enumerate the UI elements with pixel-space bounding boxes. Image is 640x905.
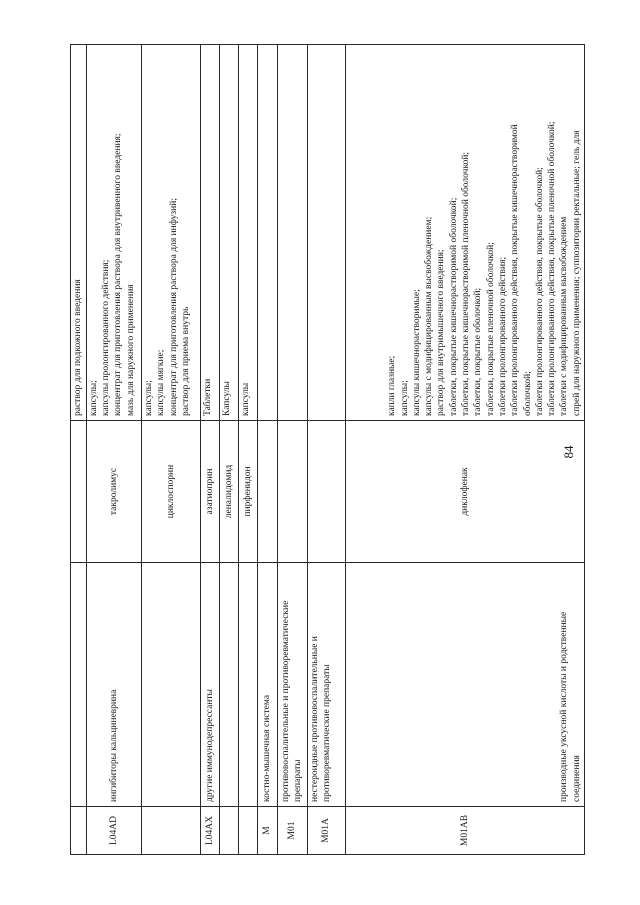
atc-code-cell: M01AB: [345, 807, 584, 855]
dosage-form-line: капсулы пролонгированного действия;: [101, 259, 111, 416]
inn-cell: [258, 421, 278, 563]
dosage-form-line: капсулы кишечнорастворимые;: [411, 289, 422, 416]
dosage-forms-cell: [200, 45, 220, 421]
group-name-cell: [220, 563, 238, 807]
dosage-form-line: концентрат для приготовления раствора для инфузий;: [168, 198, 179, 416]
dosage-form-line: капли глазные;: [387, 355, 398, 416]
table-row: [277, 45, 307, 855]
dosage-form-line: таблетки, покрытые кишечнорастворимой пленочной оболочкой;: [461, 151, 472, 416]
dosage-forms-cell: [86, 45, 141, 421]
dosage-forms-cell: [307, 45, 345, 421]
inn-cell: пирфенидон: [238, 421, 258, 563]
table-row: [238, 45, 258, 855]
dosage-form-line: оболочкой;: [522, 371, 533, 416]
dosage-form-line: таблетки пролонгированного действия, покрытые кишечнорастворимой: [510, 124, 521, 416]
page-number: 84: [561, 445, 576, 459]
group-name-cell: [142, 563, 201, 807]
group-name-cell: ингибиторы кальциневрина: [86, 563, 141, 807]
inn-cell: диклофенак: [345, 421, 584, 563]
dosage-form-line: мазь для наружного применения: [125, 284, 136, 416]
dosage-form-line: капсулы;: [399, 380, 410, 416]
dosage-form-line: раствор для внутримышечного введения;: [436, 249, 447, 416]
dosage-forms-cell: [220, 45, 238, 421]
inn-cell: такролимус: [86, 421, 141, 563]
dosage-forms-cell: [345, 45, 584, 421]
rotated-table-container: [70, 45, 585, 855]
table-row: [307, 45, 345, 855]
atc-code-cell: L04AD: [86, 807, 141, 855]
atc-code-cell: M: [258, 807, 278, 855]
dosage-forms-cell: [142, 45, 201, 421]
table-row: [142, 45, 201, 855]
dosage-forms-cell: [258, 45, 278, 421]
dosage-form-line: концентрат для приготовления раствора для внутривенного введения;: [113, 133, 124, 416]
dosage-form-line: капсулы;: [144, 380, 155, 416]
inn-cell: [307, 421, 345, 563]
atc-code-cell: [220, 807, 238, 855]
table-row: [200, 45, 220, 855]
atc-code-cell: L04AX: [200, 807, 220, 855]
atc-code-cell: M01: [277, 807, 307, 855]
dosage-form-line: раствор для приема внутрь: [181, 306, 192, 416]
inn-cell: леналидомид: [220, 421, 238, 563]
dosage-form-line: таблетки с модифицированным высвобождением: [559, 216, 570, 416]
dosage-form-line: таблетки пролонгированного действия;: [497, 256, 508, 416]
dosage-form-line: таблетки, покрытые кишечнорастворимой оболочкой;: [448, 197, 459, 416]
dosage-form-line: капсулы;: [88, 380, 99, 416]
dosage-form-line: капсулы с модифицированным высвобождением;: [424, 216, 435, 416]
dosage-form-line: таблетки пролонгированного действия, покрытые оболочкой;: [534, 167, 545, 416]
dosage-form-line: Таблетки: [202, 378, 213, 416]
dosage-form-line: капсулы: [240, 382, 251, 416]
dosage-form-line: капсулы мягкие;: [156, 349, 167, 416]
inn-cell: циклоспорин: [142, 421, 201, 563]
dosage-form-line: Капсулы: [222, 381, 233, 416]
dosage-forms-cell: [238, 45, 258, 421]
group-name-cell: [71, 563, 87, 807]
dosage-forms-cell: [277, 45, 307, 421]
table-row: [345, 45, 584, 855]
group-name-cell: нестероидные противовоспалительные и противоревматические препараты: [307, 563, 345, 807]
atc-code-cell: [142, 807, 201, 855]
inn-cell: [277, 421, 307, 563]
atc-code-cell: M01A: [307, 807, 345, 855]
group-name-cell: костно-мышечная система: [258, 563, 278, 807]
group-name-cell: производные уксусной кислоты и родственные соединения: [345, 563, 584, 807]
table-row: [220, 45, 238, 855]
group-name-cell: [238, 563, 258, 807]
drug-table-body: [71, 45, 585, 855]
dosage-form-line: спрей для наружного применения; суппозитории ректальные; гель для: [571, 130, 582, 416]
table-row: [258, 45, 278, 855]
dosage-form-line: таблетки пролонгированного действия, покрытые пленочной оболочкой;: [547, 121, 558, 416]
drug-table: [70, 44, 585, 855]
dosage-form-line: таблетки, покрытые пленочной оболочкой;: [485, 242, 496, 416]
dosage-form-line: раствор для подкожного введения: [73, 279, 83, 416]
inn-cell: азатиоприн: [200, 421, 220, 563]
atc-code-cell: [71, 807, 87, 855]
atc-code-cell: [238, 807, 258, 855]
table-row: [86, 45, 141, 855]
dosage-form-line: таблетки, покрытые оболочкой;: [473, 287, 484, 416]
dosage-forms-cell: [71, 45, 87, 421]
group-name-cell: противовоспалительные и противоревматические препараты: [277, 563, 307, 807]
inn-cell: [71, 421, 87, 563]
group-name-cell: другие иммунодепрессанты: [200, 563, 220, 807]
table-row: [71, 45, 87, 855]
